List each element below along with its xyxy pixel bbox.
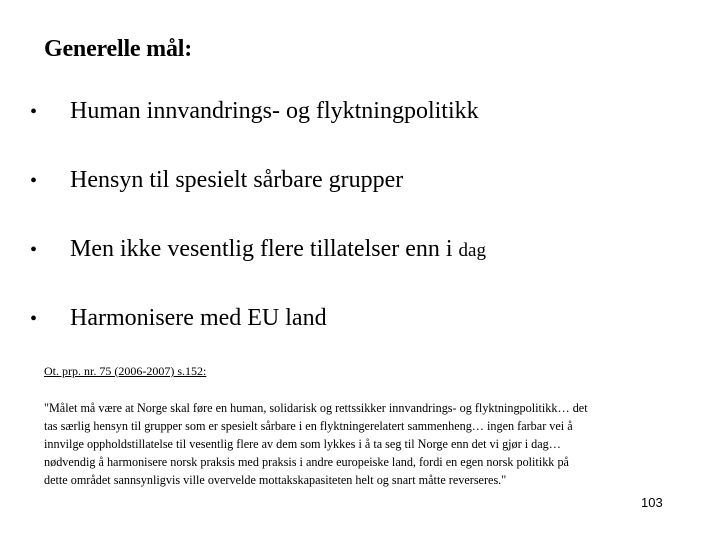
quote-line: tas særlig hensyn til grupper som er spesielt sårbare i en flyktningerelatert sammenheng… ingen farbar vei å <box>44 419 573 433</box>
bullet-text: Harmonisere med EU land <box>70 305 327 331</box>
quote-block <box>44 399 684 489</box>
quote-line: dette området sannsynligvis ville overvelde mottakskapasiteten helt og snart måtte reverseres." <box>44 473 507 487</box>
bullet-item <box>30 236 486 263</box>
bullet-icon <box>30 170 70 193</box>
bullet-icon <box>30 239 70 262</box>
source-citation: Ot. prp. nr. 75 (2006-2007) s.152: <box>44 364 207 378</box>
bullet-text: Men ikke vesentlig flere tillatelser enn i <box>70 236 459 262</box>
bullet-item <box>30 167 403 194</box>
bullet-icon <box>30 101 70 124</box>
bullet-icon <box>30 308 70 331</box>
slide-title: Generelle mål: <box>44 36 193 62</box>
quote-line: "Målet må være at Norge skal føre en human, solidarisk og rettssikker innvandrings- og flyktningpolitikk… det <box>44 401 588 415</box>
bullet-text: Hensyn til spesielt sårbare grupper <box>70 167 404 193</box>
bullet-text: Human innvandrings- og flyktningpolitikk <box>70 98 479 124</box>
page-number: 103 <box>641 495 663 510</box>
bullet-text-tail: dag <box>458 240 486 261</box>
bullet-item <box>30 305 327 332</box>
bullet-item <box>30 98 479 125</box>
quote-line: innvilge oppholdstillatelse til vesentlig flere av dem som lykkes i å ta seg til Norge enn det vi gjør i dag… <box>44 437 561 451</box>
quote-line: nødvendig å harmonisere norsk praksis med praksis i andre europeiske land, fordi en egen norsk politikk på <box>44 455 569 469</box>
